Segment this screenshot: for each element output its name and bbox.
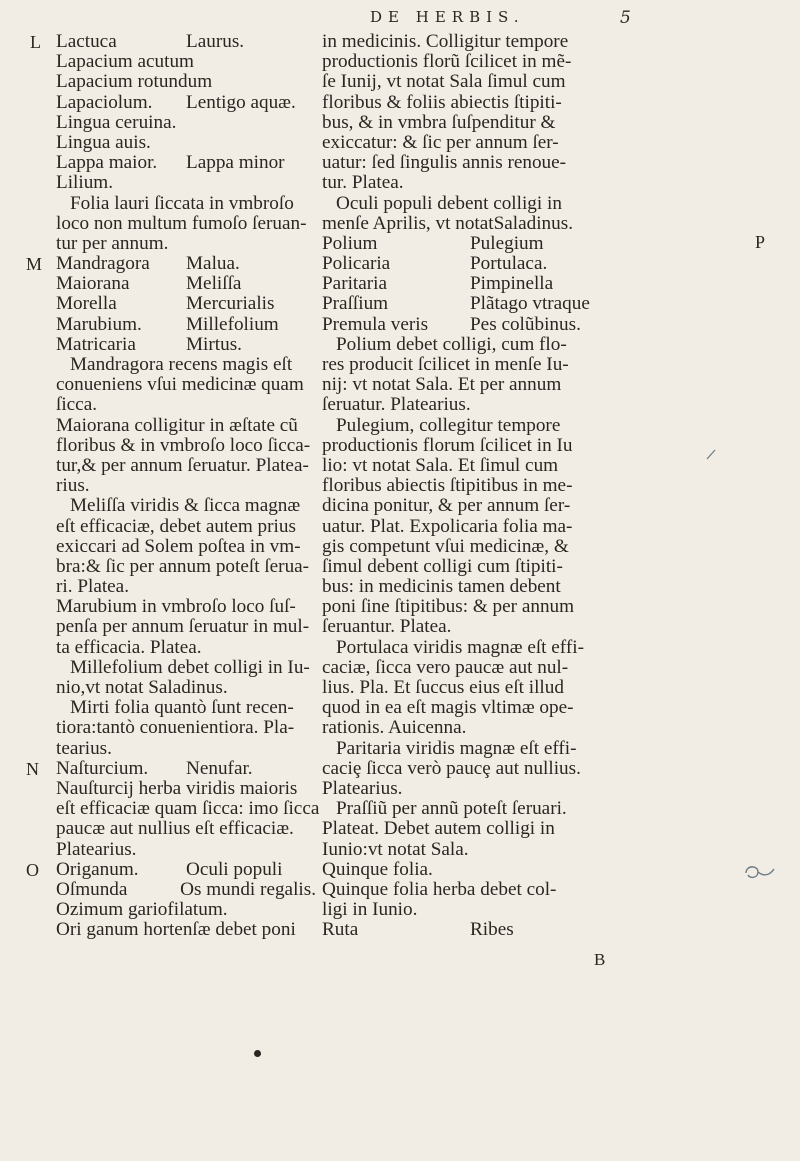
text-line: nio,vt notat Saladinus. [56, 677, 228, 698]
text-line: Lapacium acutum [56, 51, 194, 73]
text-line: Ori ganum hortenſæ debet poni [56, 919, 296, 941]
text-line: floribus abiectis ſtipitibus in me- [322, 475, 573, 497]
text-line: Plateat. Debet autem colligi in [322, 818, 555, 840]
herb-name: Lactuca [56, 31, 117, 52]
herb-name: Lappa minor [186, 152, 285, 174]
text-line [56, 274, 316, 294]
text-line: uatur: ſed ſingulis annis renoue- [322, 152, 567, 174]
herb-name: Polium [322, 232, 378, 254]
text-line: productionis florum ſcilicet in Iu [322, 434, 573, 456]
text-line: penſa per annum ſeruatur in mul- [56, 616, 310, 638]
text-line: ſeruantur. Platea. [322, 616, 452, 638]
herb-name: Morella [56, 293, 117, 315]
herb-name: Marubium. [56, 313, 142, 335]
text-line: exiccatur: & ſic per annum ſer- [322, 131, 559, 153]
catchword: B [594, 950, 606, 969]
text-line [56, 335, 316, 355]
text-line: Marubium in vmbroſo loco ſuſ- [56, 596, 296, 618]
text-line: eſt efficaciæ, debet autem prius [56, 515, 296, 537]
text-line: Praſſiũ per annũ poteſt ſeruari. [336, 798, 567, 820]
herb-name: Oculi populi [186, 858, 283, 880]
herb-name: Nenufar. [186, 757, 253, 779]
text-line: lio: vt notat Sala. Et ſimul cum [322, 454, 559, 476]
text-line: loco non multum fumoſo ſeruan- [56, 212, 307, 234]
text-line: ta efficacia. Platea. [56, 636, 202, 658]
text-line: bra:& ſic per annum poteſt ſerua- [56, 555, 310, 577]
herb-name: Ruta [322, 919, 359, 941]
herb-name: Policaria [322, 253, 391, 275]
text-line: conueniens vſui medicinæ quam [56, 374, 304, 396]
running-title: DE HERBIS. [370, 8, 525, 26]
margin-letter-l: L [30, 32, 41, 52]
text-line: Lingua ceruina. [56, 111, 177, 133]
text-line: Oculi populi debent colligi in [336, 192, 562, 214]
herb-name: Pulegium [470, 232, 544, 254]
text-line: ſicca. [56, 394, 98, 416]
text-line [56, 315, 316, 335]
text-line: Paritaria viridis magnæ eſt effi- [336, 737, 577, 759]
margin-letter-m: M [26, 254, 43, 274]
text-line: Lapacium rotundum [56, 71, 213, 93]
text-line: menſe Aprilis, vt notatSaladinus. [322, 212, 574, 234]
herb-name: Pes colũbinus. [470, 313, 581, 335]
handwritten-mark-icon [742, 863, 778, 887]
text-line: tur per annum. [56, 232, 169, 254]
text-line [322, 294, 734, 314]
text-line: tur,& per annum ſeruatur. Platea- [56, 454, 309, 476]
text-line: in medicinis. Colligitur tempore [322, 31, 569, 52]
margin-letter-n: N [26, 759, 39, 779]
herb-name: Lapaciolum. [56, 91, 153, 113]
text-line: ri. Platea. [56, 576, 129, 598]
text-line: Pulegium, collegitur tempore [336, 414, 561, 436]
herb-name: Paritaria [322, 273, 387, 295]
herb-name: Oſmunda [56, 878, 128, 900]
right-column [322, 32, 734, 940]
text-line [56, 759, 316, 779]
text-line [56, 32, 316, 52]
margin-letter-o: O [26, 860, 39, 880]
herb-name: Millefolium [186, 313, 279, 335]
text-line: Mirti folia quantò ſunt recen- [70, 697, 294, 719]
text-line: ſimul debent colligi cum ſtipiti- [322, 555, 563, 577]
herb-name: Os mundi regalis. [180, 878, 316, 900]
text-line: gis competunt vſui medicinæ, & [322, 535, 569, 557]
text-line: floribus & foliis abiectis ſtipiti- [322, 91, 562, 113]
text-line: res producit ſcilicet in menſe Iu- [322, 354, 569, 375]
text-line: uatur. Plat. Expolicaria folia ma- [322, 515, 573, 537]
text-line: Quinque folia herba debet col- [322, 878, 557, 900]
ink-dot [254, 1050, 261, 1057]
text-line [322, 254, 734, 274]
herb-name: Laurus. [186, 31, 245, 52]
text-line: Mandragora recens magis eſt [70, 354, 293, 375]
text-line: dicina ponitur, & per annum ſer- [322, 495, 571, 517]
text-line: Folia lauri ſiccata in vmbroſo [70, 192, 294, 214]
text-line: ſe Iunij, vt notat Sala ſimul cum [322, 71, 566, 93]
text-line: lius. Pla. Et ſuccus eius eſt illud [322, 677, 564, 698]
herb-name: Portulaca. [470, 253, 548, 275]
text-line: Iunio:vt notat Sala. [322, 838, 469, 860]
text-line: tur. Platea. [322, 172, 404, 194]
text-line: caciȩ ſicca verò paucȩ aut nullius. [322, 757, 581, 779]
herb-name: Malua. [186, 253, 240, 275]
text-line [56, 153, 316, 173]
text-line: caciæ, ſicca vero paucæ aut nul- [322, 656, 569, 678]
pencil-tick-icon [705, 446, 719, 465]
text-line: poni ſine ſtipitibus: & per annum [322, 596, 575, 618]
text-line: Platearius. [56, 838, 137, 860]
text-line [322, 920, 734, 940]
text-line: Ozimum gariofilatum. [56, 899, 228, 921]
text-line: Meliſſa viridis & ſicca magnæ [70, 495, 301, 517]
herb-name: Mercurialis [186, 293, 275, 315]
margin-letter-p: P [755, 232, 766, 252]
herb-name: Mirtus. [186, 333, 242, 355]
herb-name: Origanum. [56, 858, 139, 880]
text-line: eſt efficaciæ quam ſicca: imo ſicca [56, 798, 320, 820]
text-line [322, 315, 734, 335]
left-column [56, 31, 320, 941]
herb-name: Praſſium [322, 293, 389, 315]
herb-name: Meliſſa [186, 273, 242, 295]
text-line [56, 860, 316, 880]
herb-name: Pimpinella [470, 273, 554, 295]
text-line [322, 234, 734, 254]
text-line: bus: in medicinis tamen debent [322, 576, 561, 598]
text-line: Portulaca viridis magnæ eſt effi- [336, 636, 584, 658]
text-line: quod in ea eſt magis vltimæ ope- [322, 697, 574, 719]
text-line: rius. [56, 475, 90, 497]
text-line [322, 274, 734, 294]
herb-name: Naſturcium. [56, 757, 149, 779]
page-number: 5 [620, 8, 631, 28]
herb-name: Lappa maior. [56, 152, 158, 174]
text-line: Nauſturcij herba viridis maioris [56, 777, 298, 799]
herb-name: Plãtago vtraque [470, 293, 590, 315]
text-line: exiccari ad Solem poſtea in vm- [56, 535, 301, 557]
text-line: Quinque folia. [322, 858, 433, 880]
text-line [56, 294, 316, 314]
text-line: paucæ aut nullius eſt efficaciæ. [56, 818, 294, 840]
herb-name: Mandragora [56, 253, 150, 275]
text-line: Polium debet colligi, cum flo- [336, 333, 567, 355]
text-line: Platearius. [322, 777, 403, 799]
text-line [56, 254, 316, 274]
text-line: productionis florũ ſcilicet in mẽ- [322, 51, 572, 73]
text-line: ſeruatur. Platearius. [322, 394, 471, 416]
text-line: tiora:tantò conuenientiora. Pla- [56, 717, 295, 739]
text-line [56, 93, 316, 113]
text-line: rationis. Auicenna. [322, 717, 467, 739]
text-line: Lilium. [56, 172, 114, 194]
herb-name: Maiorana [56, 273, 130, 295]
text-line: tearius. [56, 737, 112, 759]
text-line: bus, & in vmbra ſuſpenditur & [322, 111, 556, 133]
text-line: Millefolium debet colligi in Iu- [70, 656, 310, 678]
text-line: floribus & in vmbroſo loco ſicca- [56, 434, 311, 456]
herb-name: Lentigo aquæ. [186, 91, 296, 113]
text-line: nij: vt notat Sala. Et per annum [322, 374, 562, 396]
text-line: Maiorana colligitur in æſtate cũ [56, 414, 298, 436]
herb-name: Matricaria [56, 333, 136, 355]
text-line: Lingua auis. [56, 131, 151, 153]
text-line: ligi in Iunio. [322, 899, 418, 921]
herb-name: Premula veris [322, 313, 429, 335]
text-line [56, 880, 316, 900]
herb-name: Ribes [470, 919, 514, 941]
